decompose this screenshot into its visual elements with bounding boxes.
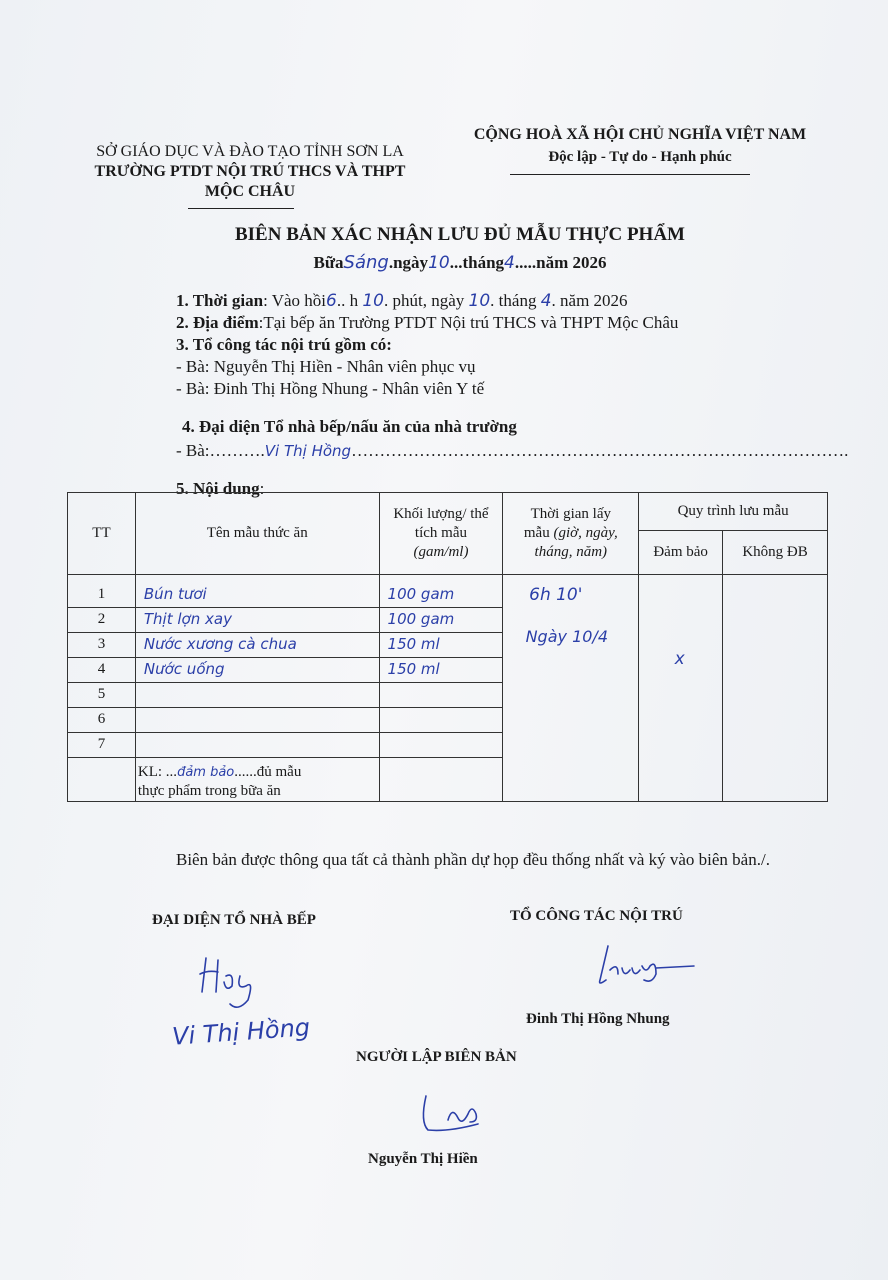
food-name-handwritten: Bún tươi <box>143 585 207 603</box>
header-process: Quy trình lưu mẫu <box>639 493 828 531</box>
sample-table <box>67 492 828 802</box>
day-handwritten: 10 <box>428 253 450 273</box>
row-tt: 7 <box>68 732 136 757</box>
section-content-label: 5. Nội dung <box>176 479 260 498</box>
food-name-handwritten: Thịt lợn xay <box>143 610 232 628</box>
time-text-b: .. h <box>336 291 359 310</box>
sample-time-cell <box>503 575 639 802</box>
weight-handwritten: 100 gam <box>387 585 455 603</box>
section-content-colon: : <box>259 479 265 498</box>
meal-handwritten: Sáng <box>343 252 389 273</box>
header-weight-line1: Khối lượng/ thể <box>393 506 489 522</box>
row-weight <box>379 607 503 632</box>
row-weight <box>379 682 503 707</box>
conclusion-handwritten: đảm bảo <box>177 764 235 780</box>
conclusion-cell <box>135 757 379 801</box>
header-time-line3: tháng, năm) <box>534 544 608 560</box>
closing-statement: Biên bản được thông qua tất cả thành phần dự họp đều thống nhất và ký vào biên bản./. <box>176 850 770 869</box>
meal-prefix: Bữa <box>313 253 344 272</box>
row-food-name <box>135 632 379 657</box>
row-food-name <box>135 732 379 757</box>
row-food-name <box>135 657 379 682</box>
header-school-location: MỘC CHÂU <box>204 183 296 200</box>
header-weight-unit: (gam/ml) <box>413 544 469 560</box>
row-tt: 4 <box>68 657 136 682</box>
minute-handwritten: 10 <box>362 291 384 311</box>
committee-member-name: Đinh Thị Hồng Nhung <box>526 1011 670 1027</box>
row-tt: 2 <box>68 607 136 632</box>
recorder-signature-scribble <box>418 1092 508 1142</box>
food-name-handwritten: Nước uống <box>143 660 225 678</box>
section-location <box>176 312 678 333</box>
sample-date-handwritten: Ngày 10/4 <box>525 627 608 646</box>
row-tt: 6 <box>68 707 136 732</box>
not-ensured-cell <box>723 575 828 802</box>
kitchen-rep-dots-b: ……………………………………………………………………………. <box>351 441 849 460</box>
header-department: SỞ GIÁO DỤC VÀ ĐÀO TẠO TỈNH SƠN LA <box>96 143 404 160</box>
document-title: BIÊN BẢN XÁC NHẬN LƯU ĐỦ MẪU THỰC PHẨM <box>234 224 685 245</box>
recorder-title: NGƯỜI LẬP BIÊN BẢN <box>356 1049 517 1065</box>
committee-signature-scribble <box>596 940 706 990</box>
section-time <box>176 290 628 312</box>
row-weight <box>379 583 503 608</box>
weight-handwritten: 100 gam <box>387 610 455 628</box>
committee-member-2: - Bà: Đinh Thị Hồng Nhung - Nhân viên Y tế <box>176 379 485 398</box>
day-label: .ngày <box>388 253 429 272</box>
document-subtitle <box>150 252 770 273</box>
header-right-underline <box>510 174 750 175</box>
year-label: .....năm 2026 <box>514 253 607 272</box>
date-month-handwritten: 4 <box>540 291 552 311</box>
conclusion-prefix: KL: ... <box>137 763 178 780</box>
row-weight <box>379 732 503 757</box>
section-kitchen-label: 4. Đại diện Tổ nhà bếp/nấu ăn của nhà trường <box>182 417 517 436</box>
header-time-line2b: (giờ, ngày, <box>549 525 618 541</box>
kitchen-representative <box>176 440 848 462</box>
ensured-cell <box>639 575 723 802</box>
header-ensured: Đảm bảo <box>639 531 723 575</box>
time-text-d: . tháng <box>490 291 537 310</box>
header-national-motto <box>450 124 830 168</box>
header-weight <box>379 493 503 575</box>
weight-handwritten: 150 ml <box>387 660 440 678</box>
header-country-name: CỘNG HOÀ XÃ HỘI CHỦ NGHĨA VIỆT NAM <box>473 126 807 143</box>
header-school: TRƯỜNG PTDT NỘI TRÚ THCS VÀ THPT <box>94 163 406 180</box>
row-food-name <box>135 583 379 608</box>
kitchen-rep-title: ĐẠI DIỆN TỔ NHÀ BẾP <box>152 912 316 928</box>
section-location-text: :Tại bếp ăn Trường PTDT Nội trú THCS và THPT Mộc Châu <box>258 313 679 332</box>
row-tt: 1 <box>68 583 136 608</box>
month-handwritten: 4 <box>504 253 515 273</box>
kitchen-rep-name-handwritten: Vi Thị Hồng <box>171 1013 311 1051</box>
weight-handwritten: 150 ml <box>387 635 440 653</box>
header-sample-time <box>503 493 639 575</box>
kitchen-rep-name-handwritten: Vi Thị Hồng <box>264 442 352 460</box>
header-time-line1: Thời gian lấy <box>530 506 611 522</box>
row-weight <box>379 707 503 732</box>
kitchen-signature-scribble <box>196 950 276 1010</box>
header-food-name: Tên mẫu thức ăn <box>135 493 379 575</box>
header-left-underline <box>188 208 294 209</box>
header-not-ensured: Không ĐB <box>723 531 828 575</box>
row-food-name <box>135 707 379 732</box>
header-weight-line2: tích mẫu <box>414 525 467 541</box>
conclusion-line2: thực phẩm trong bữa ăn <box>137 782 281 799</box>
ensured-mark: x <box>674 649 685 669</box>
conclusion-suffix: ......đủ mẫu <box>234 763 302 780</box>
section-time-label: 1. Thời gian <box>176 291 264 310</box>
date-day-handwritten: 10 <box>468 291 491 311</box>
sample-time-handwritten: 6h 10' <box>529 585 583 605</box>
time-text-c: . phút, ngày <box>384 291 465 310</box>
recorder-name: Nguyễn Thị Hiền <box>368 1151 478 1167</box>
hour-handwritten: 6 <box>326 291 337 311</box>
header-tt: TT <box>68 493 136 575</box>
time-text-a: : Vào hồi <box>263 291 327 310</box>
time-text-e: . năm 2026 <box>551 291 628 310</box>
section-location-label: 2. Địa điểm <box>176 313 259 332</box>
section-committee-label: 3. Tổ công tác nội trú gồm có: <box>176 335 392 354</box>
food-name-handwritten: Nước xương cà chua <box>143 635 297 653</box>
row-weight <box>379 632 503 657</box>
kitchen-rep-prefix: - Bà: <box>176 441 210 460</box>
committee-member-1: - Bà: Nguyễn Thị Hiền - Nhân viên phục vụ <box>176 357 476 376</box>
row-tt: 5 <box>68 682 136 707</box>
kitchen-rep-dots-a: ………. <box>209 441 265 460</box>
row-tt: 3 <box>68 632 136 657</box>
header-time-line2a: mẫu <box>523 525 550 541</box>
row-weight <box>379 657 503 682</box>
header-motto: Độc lập - Tự do - Hạnh phúc <box>548 149 732 165</box>
month-label: ...tháng <box>449 253 505 272</box>
header-organization <box>60 142 440 202</box>
row-food-name <box>135 682 379 707</box>
committee-title: TỔ CÔNG TÁC NỘI TRÚ <box>510 908 683 924</box>
row-food-name <box>135 607 379 632</box>
